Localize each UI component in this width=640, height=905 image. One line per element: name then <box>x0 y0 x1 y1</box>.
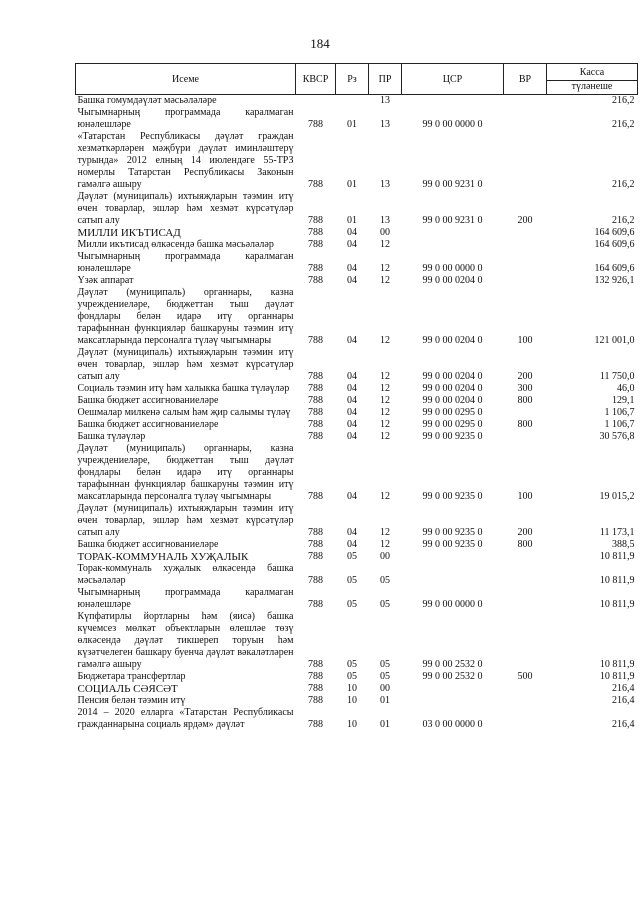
row-rz: 10 <box>347 695 357 706</box>
row-amount: 164 609,6 <box>594 263 635 274</box>
row-amount: 164 609,6 <box>594 239 635 250</box>
row-vr <box>504 683 547 695</box>
row-csr: 99 0 00 9235 0 <box>422 431 483 442</box>
row-csr: 99 0 00 0000 0 <box>422 263 483 274</box>
row-amount: 11 173,1 <box>599 527 635 538</box>
table-row <box>76 107 638 131</box>
row-csr: 99 0 00 9235 0 <box>422 491 483 502</box>
table-row <box>76 695 638 707</box>
row-rz: 05 <box>347 671 357 682</box>
header-vr: ВР <box>504 64 547 95</box>
row-vr: 200 <box>517 527 533 538</box>
page-number: 184 <box>310 36 330 51</box>
row-amount: 10 811,9 <box>599 575 635 586</box>
row-rz: 04 <box>347 227 357 238</box>
row-vr: 200 <box>517 215 533 226</box>
row-csr: 99 0 00 9235 0 <box>422 527 483 538</box>
row-kbsr: 788 <box>308 275 323 286</box>
row-name: Дәүләт (муниципаль) органнары, казна учреждениеләре, бюджеттан тыш дәүләт фондлары белән идарә итү органнары тарафыннан функцияләр башкаруны тәэмин итү максатларында персоналга түләү чыгымнары <box>77 287 294 346</box>
header-amount-line1: Касса <box>579 66 605 78</box>
row-csr <box>402 95 504 108</box>
row-kbsr: 788 <box>308 659 323 670</box>
table-row <box>76 131 638 191</box>
row-vr: 300 <box>517 383 533 394</box>
header-csr: ЦСР <box>402 64 504 95</box>
row-kbsr: 788 <box>308 383 323 394</box>
row-name: Социаль тәэмин итү һәм халыкка башка түләүләр <box>77 383 290 394</box>
row-csr: 99 0 00 9231 0 <box>422 179 483 190</box>
row-kbsr: 788 <box>308 491 323 502</box>
row-kbsr: 788 <box>308 239 323 250</box>
row-name: «Татарстан Республикасы дәүләт граждан хезмәткәрләрен мәҗбүри дәүләт иминләштерү турында» 2012 елның 14 июлендәге 55-ТРЗ номерлы Татарстан Республикасы Законын гамәлгә ашыру <box>77 131 294 190</box>
row-csr <box>402 683 504 695</box>
row-pr: 00 <box>380 227 390 238</box>
row-kbsr: 788 <box>308 539 323 550</box>
row-kbsr: 788 <box>308 335 323 346</box>
table-row <box>76 611 638 671</box>
row-name: Дәүләт (муниципаль) ихтыяҗларын тәэмин итү өчен товарлар, эшләр һәм хезмәт күрсәтүләр сатып алу <box>77 503 294 538</box>
row-amount: 216,4 <box>612 719 635 730</box>
table-body <box>76 95 638 732</box>
row-vr <box>504 707 547 731</box>
header-amount-line2: түләнеше <box>547 80 637 92</box>
row-name: Милли икътисад өлкәсендә башка мәсьәләләр <box>77 239 274 250</box>
row-rz: 05 <box>347 551 357 562</box>
row-rz: 04 <box>347 263 357 274</box>
row-pr: 00 <box>380 683 390 694</box>
table-row <box>76 671 638 683</box>
row-name: Башка түләүләр <box>77 431 146 442</box>
table-header <box>76 64 638 95</box>
row-name: Башка бюджет ассигнованиеләре <box>77 419 219 430</box>
row-name: Үзәк аппарат <box>77 275 134 286</box>
row-kbsr: 788 <box>308 227 323 238</box>
row-amount: 11 750,0 <box>599 371 635 382</box>
table-row <box>76 239 638 251</box>
row-vr: 200 <box>517 371 533 382</box>
row-kbsr: 788 <box>308 371 323 382</box>
row-name: Пенсия белән тәэмин итү <box>77 695 186 706</box>
row-vr: 800 <box>517 395 533 406</box>
row-kbsr: 788 <box>308 419 323 430</box>
table-row <box>76 539 638 551</box>
row-rz: 04 <box>347 275 357 286</box>
row-rz: 01 <box>347 119 357 130</box>
row-csr: 99 0 00 0295 0 <box>422 419 483 430</box>
row-amount: 10 811,9 <box>599 599 635 610</box>
row-rz: 05 <box>347 659 357 670</box>
row-kbsr: 788 <box>308 683 323 694</box>
row-vr <box>504 95 547 108</box>
row-vr <box>504 611 547 671</box>
row-pr: 05 <box>380 599 390 610</box>
row-amount: 30 576,8 <box>599 431 635 442</box>
row-kbsr: 788 <box>308 551 323 562</box>
row-amount: 216,2 <box>612 179 635 190</box>
row-rz: 04 <box>347 539 357 550</box>
table-row <box>76 587 638 611</box>
row-name: ТОРАК-КОММУНАЛЬ ХУҖАЛЫК <box>77 551 249 563</box>
row-kbsr: 788 <box>308 719 323 730</box>
row-pr: 13 <box>380 95 390 106</box>
row-amount: 1 106,7 <box>604 419 635 430</box>
row-csr <box>402 239 504 251</box>
row-vr: 800 <box>517 419 533 430</box>
table-row <box>76 395 638 407</box>
row-csr: 99 0 00 0000 0 <box>422 599 483 610</box>
row-csr <box>402 227 504 239</box>
row-csr: 99 0 00 9235 0 <box>422 539 483 550</box>
row-rz: 04 <box>347 335 357 346</box>
row-amount: 216,4 <box>612 695 635 706</box>
table-row <box>76 707 638 731</box>
row-amount: 10 811,9 <box>599 659 635 670</box>
row-name: МИЛЛИ ИКЪТИСАД <box>77 227 181 239</box>
row-kbsr: 788 <box>308 179 323 190</box>
row-name: Дәүләт (муниципаль) ихтыяҗларын тәэмин итү өчен товарлар, эшләр һәм хезмәт күрсәтүләр сатып алу <box>77 347 294 382</box>
row-vr: 100 <box>517 335 533 346</box>
row-rz: 05 <box>347 575 357 586</box>
row-amount: 46,0 <box>617 383 635 394</box>
row-kbsr: 788 <box>308 119 323 130</box>
row-pr: 05 <box>380 671 390 682</box>
table-row <box>76 431 638 443</box>
row-amount: 164 609,6 <box>594 227 635 238</box>
row-name: Башка гомумдәүләт мәсьәләләре <box>77 95 217 106</box>
row-rz: 10 <box>347 719 357 730</box>
row-vr <box>504 131 547 191</box>
table-row <box>76 227 638 239</box>
budget-table <box>75 63 638 731</box>
row-csr: 99 0 00 0204 0 <box>422 371 483 382</box>
row-csr <box>402 551 504 563</box>
row-vr <box>504 431 547 443</box>
row-vr <box>504 251 547 275</box>
row-pr: 12 <box>380 275 390 286</box>
table-row <box>76 419 638 431</box>
row-amount: 10 811,9 <box>599 551 635 562</box>
row-kbsr: 788 <box>308 527 323 538</box>
table-row <box>76 251 638 275</box>
header-pr: ПР <box>369 64 402 95</box>
row-rz: 10 <box>347 683 357 694</box>
row-csr: 99 0 00 2532 0 <box>422 671 483 682</box>
row-pr: 05 <box>380 575 390 586</box>
row-pr: 12 <box>380 371 390 382</box>
row-vr: 800 <box>517 539 533 550</box>
row-rz: 04 <box>347 491 357 502</box>
row-vr <box>504 275 547 287</box>
row-csr: 99 0 00 0295 0 <box>422 407 483 418</box>
row-csr: 99 0 00 0204 0 <box>422 335 483 346</box>
row-amount: 1 106,7 <box>604 407 635 418</box>
row-vr <box>504 695 547 707</box>
row-kbsr: 788 <box>308 671 323 682</box>
row-name: Бюджетара трансфертлар <box>77 671 186 682</box>
row-csr: 99 0 00 0204 0 <box>422 395 483 406</box>
header-kbsr: КВСР <box>296 64 336 95</box>
row-rz: 04 <box>347 527 357 538</box>
row-pr: 12 <box>380 383 390 394</box>
row-amount: 10 811,9 <box>599 671 635 682</box>
row-rz: 04 <box>347 383 357 394</box>
row-name: Чыгымнарның программада каралмаган юнәлешләре <box>77 107 294 130</box>
row-pr: 12 <box>380 491 390 502</box>
row-pr: 12 <box>380 335 390 346</box>
row-vr: 100 <box>517 491 533 502</box>
row-name: Торак-коммуналь хуҗалык өлкәсендә башка мәсьәләләр <box>77 563 294 586</box>
table-row <box>76 287 638 347</box>
row-vr <box>504 551 547 563</box>
row-pr: 12 <box>380 407 390 418</box>
row-csr: 99 0 00 0204 0 <box>422 275 483 286</box>
row-amount: 216,4 <box>612 683 635 694</box>
table-row <box>76 503 638 539</box>
row-vr <box>504 563 547 587</box>
table-row <box>76 683 638 695</box>
row-pr: 13 <box>380 215 390 226</box>
row-vr <box>504 107 547 131</box>
row-amount: 132 926,1 <box>594 275 635 286</box>
row-kbsr: 788 <box>308 599 323 610</box>
row-kbsr: 788 <box>308 263 323 274</box>
row-pr: 12 <box>380 419 390 430</box>
table-row <box>76 407 638 419</box>
row-vr: 500 <box>517 671 533 682</box>
row-rz: 04 <box>347 239 357 250</box>
header-amount <box>547 64 638 95</box>
row-amount: 388,5 <box>612 539 635 550</box>
row-name: Күпфатирлы йортларны һәм (яисә) башка күчемсез мөлкәт объектларын өлешләе төзү өлкәсендә дәүләт тикшереп торуын һәм күзәтчелеген башкару буенча дәүләт вәкаләтләрен гамәлгә ашыру <box>77 611 294 670</box>
row-name: СОЦИАЛЬ СӘЯСӘТ <box>77 683 178 695</box>
row-kbsr: 788 <box>308 215 323 226</box>
row-csr <box>402 695 504 707</box>
table-row <box>76 383 638 395</box>
row-vr <box>504 227 547 239</box>
row-amount: 121 001,0 <box>594 335 635 346</box>
row-name: Оешмалар милкенә салым һәм җир салымы түләү <box>77 407 291 418</box>
table-row <box>76 563 638 587</box>
row-kbsr: 788 <box>308 395 323 406</box>
row-csr <box>402 563 504 587</box>
row-rz <box>336 95 369 108</box>
row-pr: 12 <box>380 431 390 442</box>
row-rz: 04 <box>347 371 357 382</box>
row-pr: 12 <box>380 395 390 406</box>
header-rz: Рз <box>336 64 369 95</box>
row-rz: 01 <box>347 215 357 226</box>
row-name: 2014 – 2020 елларга «Татарстан Республикасы гражданнарына социаль ярдәм» дәүләт <box>77 707 294 730</box>
row-rz: 01 <box>347 179 357 190</box>
row-pr: 12 <box>380 527 390 538</box>
row-kbsr: 788 <box>308 431 323 442</box>
row-kbsr: 788 <box>308 407 323 418</box>
row-kbsr <box>296 95 336 108</box>
row-vr <box>504 407 547 419</box>
row-pr: 01 <box>380 719 390 730</box>
table-row <box>76 347 638 383</box>
row-pr: 05 <box>380 659 390 670</box>
row-name: Чыгымнарның программада каралмаган юнәлешләре <box>77 587 294 610</box>
row-rz: 04 <box>347 407 357 418</box>
row-pr: 13 <box>380 119 390 130</box>
row-pr: 13 <box>380 179 390 190</box>
row-amount: 216,2 <box>612 119 635 130</box>
row-rz: 04 <box>347 419 357 430</box>
row-rz: 04 <box>347 431 357 442</box>
row-amount: 19 015,2 <box>599 491 635 502</box>
row-rz: 05 <box>347 599 357 610</box>
row-name: Дәүләт (муниципаль) органнары, казна учреждениеләре, бюджеттан тыш дәүләт фондлары белән идарә итү органнары тарафыннан функцияләр башкаруны тәэмин итү максатларында персоналга түләү чыгымнары <box>77 443 294 502</box>
row-pr: 00 <box>380 551 390 562</box>
row-name: Башка бюджет ассигнованиеләре <box>77 539 219 550</box>
row-amount: 216,2 <box>612 215 635 226</box>
row-rz: 04 <box>347 395 357 406</box>
row-amount: 129,1 <box>612 395 635 406</box>
row-pr: 12 <box>380 539 390 550</box>
table-row <box>76 191 638 227</box>
row-csr: 99 0 00 9231 0 <box>422 215 483 226</box>
row-name: Башка бюджет ассигнованиеләре <box>77 395 219 406</box>
row-csr: 99 0 00 0000 0 <box>422 119 483 130</box>
row-kbsr: 788 <box>308 575 323 586</box>
row-name: Чыгымнарның программада каралмаган юнәлешләре <box>77 251 294 274</box>
row-kbsr: 788 <box>308 695 323 706</box>
table-row <box>76 275 638 287</box>
header-name: Исеме <box>76 64 296 95</box>
row-vr <box>504 239 547 251</box>
row-csr: 99 0 00 0204 0 <box>422 383 483 394</box>
row-pr: 12 <box>380 239 390 250</box>
row-pr: 01 <box>380 695 390 706</box>
row-csr: 03 0 00 0000 0 <box>422 719 483 730</box>
row-csr: 99 0 00 2532 0 <box>422 659 483 670</box>
row-amount: 216,2 <box>612 95 635 106</box>
table-row <box>76 443 638 503</box>
table-row <box>76 551 638 563</box>
row-vr <box>504 587 547 611</box>
row-pr: 12 <box>380 263 390 274</box>
table-row <box>76 95 638 108</box>
row-name: Дәүләт (муниципаль) ихтыяҗларын тәэмин итү өчен товарлар, эшләр һәм хезмәт күрсәтүләр сатып алу <box>77 191 294 226</box>
